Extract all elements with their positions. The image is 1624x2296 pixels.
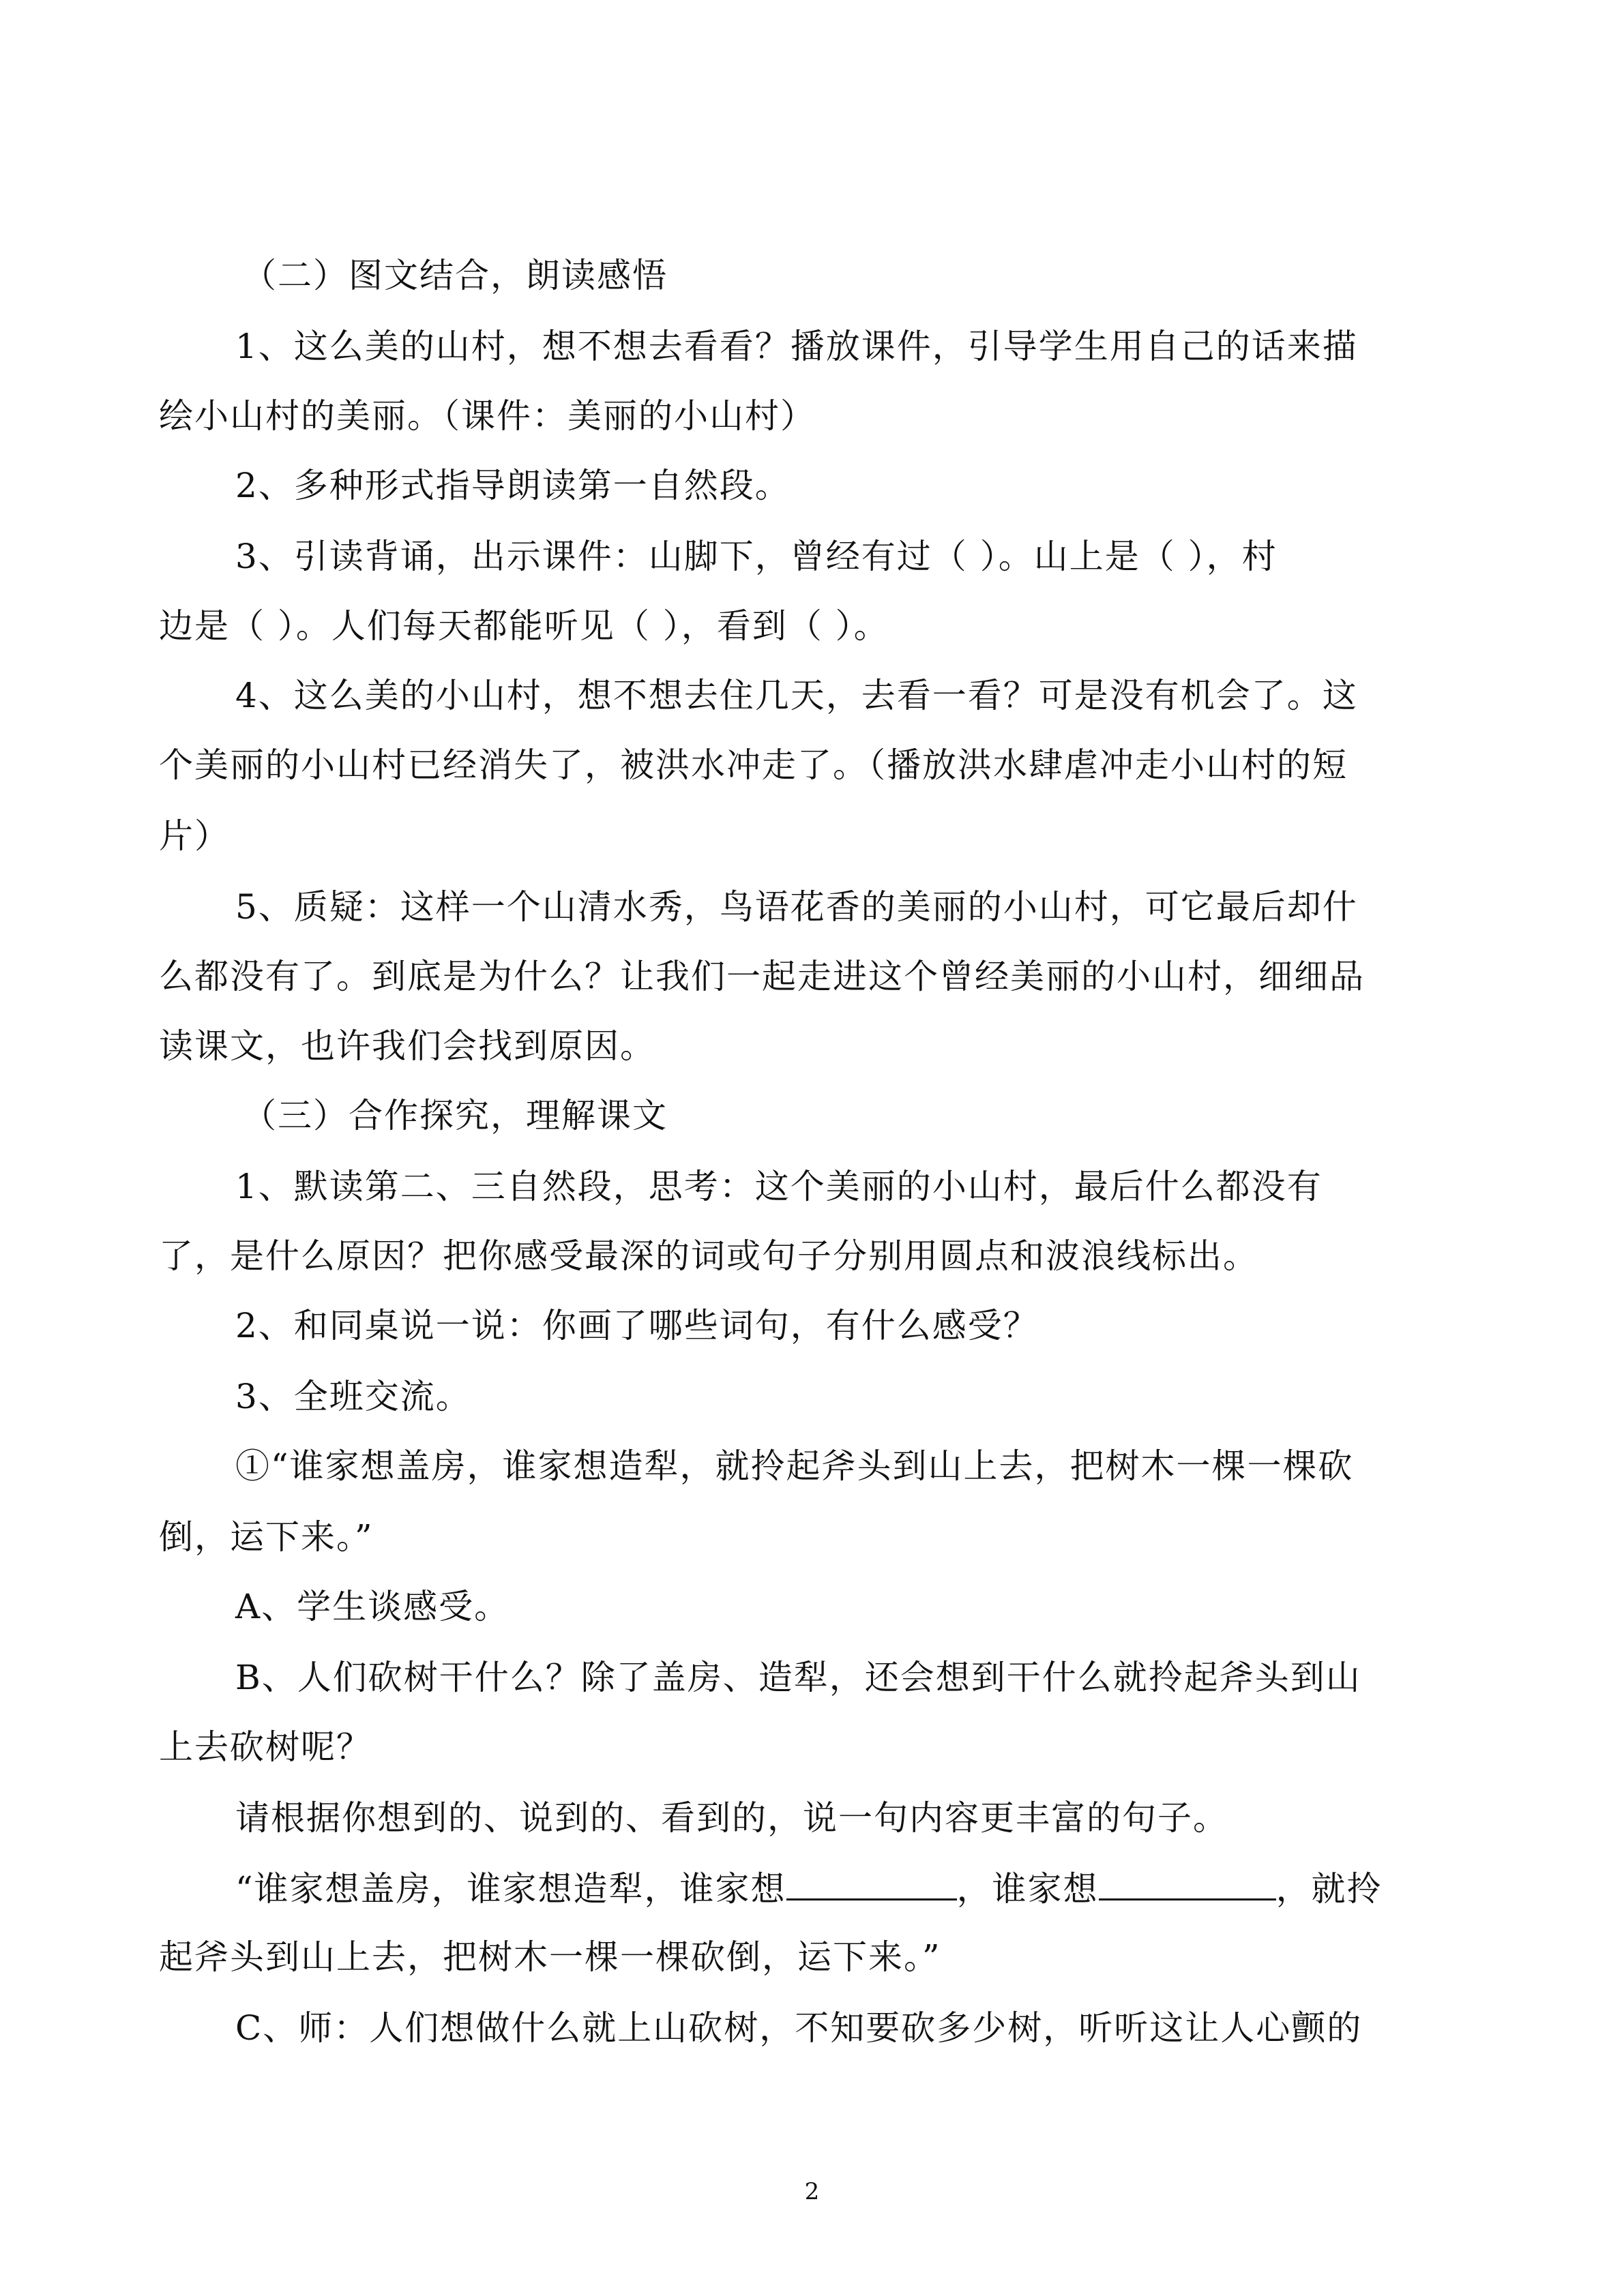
- fill-in-blank-1: [786, 1867, 957, 1900]
- fill-sentence-part1: “谁家想盖房，谁家想造犁，谁家想: [235, 1869, 786, 1909]
- paragraph-line: B、人们砍树干什么？除了盖房、造犁，还会想到干什么就拎起斧头到山: [235, 1658, 1361, 1697]
- paragraph-line: C、师：人们想做什么就上山砍树，不知要砍多少树，听听这让人心颤的: [235, 2008, 1363, 2048]
- paragraph-line: 5、质疑：这样一个山清水秀，鸟语花香的美丽的小山村，可它最后却什: [235, 887, 1358, 927]
- paragraph-line: 请根据你想到的、说到的、看到的，说一句内容更丰富的句子。: [235, 1798, 1228, 1838]
- paragraph-line: 了，是什么原因？把你感受最深的词或句子分别用圆点和波浪线标出。: [159, 1236, 1258, 1276]
- fill-in-sentence: [235, 1867, 1383, 1909]
- paragraph-line: 2、多种形式指导朗读第一自然段。: [235, 466, 791, 505]
- page-number: 2: [804, 2178, 820, 2205]
- paragraph-line: 2、和同桌说一说：你画了哪些词句，有什么感受？: [235, 1306, 1039, 1345]
- paragraph-line: 绘小山村的美丽。（课件：美丽的小山村）: [159, 396, 816, 436]
- paragraph-line: 1、这么美的山村，想不想去看看？播放课件，引导学生用自己的话来描: [235, 327, 1358, 366]
- section-heading-3: （三）合作探究，理解课文: [242, 1096, 668, 1135]
- paragraph-line: 倒，运下来。”: [159, 1517, 374, 1557]
- paragraph-line: 么都没有了。到底是为什么？让我们一起走进这个曾经美丽的小山村，细细品: [159, 957, 1365, 996]
- fill-sentence-part2: ，谁家想: [956, 1869, 1099, 1909]
- paragraph-line: 3、全班交流。: [235, 1377, 471, 1416]
- paragraph-line: 读课文，也许我们会找到原因。: [159, 1026, 655, 1066]
- paragraph-line: 4、这么美的小山村，想不想去住几天，去看一看？可是没有机会了。这: [235, 676, 1358, 715]
- fill-in-blank-2: [1099, 1867, 1276, 1900]
- paragraph-line: 边是（ ）。人们每天都能听见（ ），看到（ ）。: [159, 606, 889, 646]
- paragraph-line: 片）: [159, 816, 230, 856]
- paragraph-line: 起斧头到山上去，把树木一棵一棵砍倒，运下来。”: [159, 1937, 941, 1977]
- paragraph-line: A、学生谈感受。: [235, 1587, 510, 1626]
- paragraph-line: 3、引读背诵，出示课件：山脚下，曾经有过（ ）。山上是（ ），村: [235, 537, 1278, 576]
- fill-sentence-part3: ，就拎: [1275, 1869, 1383, 1909]
- paragraph-line: 1、默读第二、三自然段，思考：这个美丽的小山村，最后什么都没有: [235, 1167, 1323, 1206]
- paragraph-line: 上去砍树呢？: [159, 1727, 372, 1767]
- section-heading-2: （二）图文结合，朗读感悟: [242, 256, 668, 295]
- paragraph-line: 个美丽的小山村已经消失了，被洪水冲走了。（播放洪水肆虐冲走小山村的短: [159, 745, 1348, 785]
- paragraph-line: ①“谁家想盖房，谁家想造犁，就拎起斧头到山上去，把树木一棵一棵砍: [235, 1446, 1354, 1486]
